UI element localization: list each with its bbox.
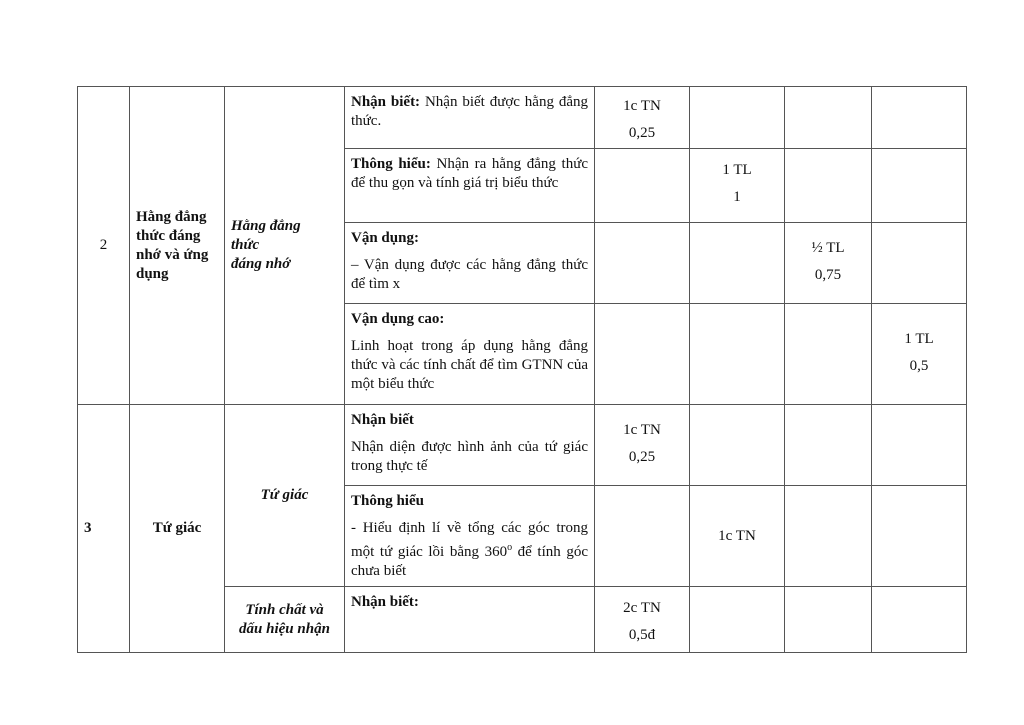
empty-cell bbox=[872, 405, 967, 486]
unit-cell: Tứ giác bbox=[225, 405, 345, 587]
level-description: Thông hiểu - Hiểu định lí về tổng các góc trong một tứ giác lồi bằng 360$^o$ để tính góc chưa biết bbox=[345, 486, 595, 587]
empty-cell bbox=[690, 587, 785, 653]
empty-cell bbox=[872, 223, 967, 304]
application-cell: ½ TL 0,75 bbox=[785, 223, 872, 304]
unit-cell: Hằng đẳng thức đáng nhớ bbox=[225, 87, 345, 405]
empty-cell bbox=[690, 304, 785, 405]
empty-cell bbox=[595, 304, 690, 405]
row-number: 3 bbox=[78, 405, 130, 653]
empty-cell bbox=[785, 304, 872, 405]
empty-cell bbox=[872, 587, 967, 653]
empty-cell bbox=[872, 149, 967, 223]
level-description: Nhận biết: Nhận biết được hằng đẳng thức. bbox=[345, 87, 595, 149]
empty-cell bbox=[690, 405, 785, 486]
empty-cell bbox=[785, 405, 872, 486]
high-application-cell: 1 TL 0,5 bbox=[872, 304, 967, 405]
empty-cell bbox=[690, 223, 785, 304]
empty-cell bbox=[785, 486, 872, 587]
empty-cell bbox=[690, 87, 785, 149]
empty-cell bbox=[595, 486, 690, 587]
empty-cell bbox=[595, 223, 690, 304]
topic-cell: Tứ giác bbox=[130, 405, 225, 653]
table-row bbox=[78, 87, 967, 149]
table-row bbox=[78, 405, 967, 486]
level-description: Vận dụng cao: Linh hoạt trong áp dụng hằng đẳng thức và các tính chất để tìm GTNN của một biểu thức bbox=[345, 304, 595, 405]
understanding-cell: 1 TL 1 bbox=[690, 149, 785, 223]
empty-cell bbox=[785, 87, 872, 149]
level-description: Thông hiểu: Nhận ra hằng đẳng thức để thu gọn và tính giá trị biểu thức bbox=[345, 149, 595, 223]
unit-cell: Tính chất và dấu hiệu nhận bbox=[225, 587, 345, 653]
row-number: 2 bbox=[78, 87, 130, 405]
empty-cell bbox=[595, 149, 690, 223]
level-description: Nhận biết Nhận diện được hình ảnh của tứ giác trong thực tế bbox=[345, 405, 595, 486]
recognition-cell: 2c TN 0,5đ bbox=[595, 587, 690, 653]
recognition-cell: 1c TN 0,25 bbox=[595, 405, 690, 486]
level-description: Nhận biết: bbox=[345, 587, 595, 653]
empty-cell bbox=[785, 149, 872, 223]
empty-cell bbox=[872, 486, 967, 587]
understanding-cell: 1c TN bbox=[690, 486, 785, 587]
empty-cell bbox=[785, 587, 872, 653]
topic-cell: Hằng đẳng thức đáng nhớ và ứng dụng bbox=[130, 87, 225, 405]
empty-cell bbox=[872, 87, 967, 149]
recognition-cell: 1c TN 0,25 bbox=[595, 87, 690, 149]
level-description: Vận dụng: – Vận dụng được các hằng đẳng thức để tìm x bbox=[345, 223, 595, 304]
specification-matrix-table bbox=[77, 86, 967, 653]
